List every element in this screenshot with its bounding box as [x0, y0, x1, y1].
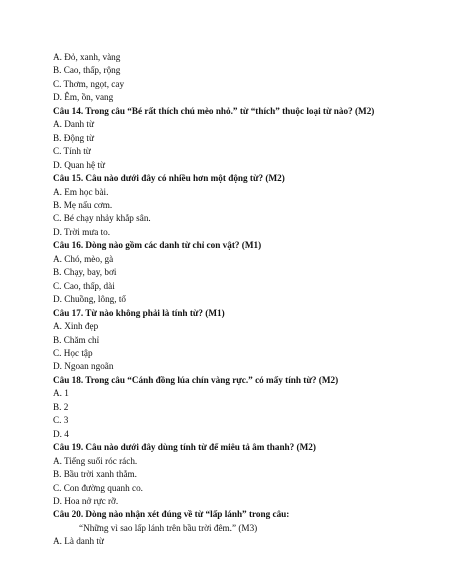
q14-option-b: B. Động từ: [53, 132, 94, 143]
q18-option-c: C. 3: [53, 415, 69, 426]
q17-option-a: A. Xinh đẹp: [53, 321, 99, 332]
q15-option-c: C. Bé chạy nhảy khắp sân.: [53, 213, 151, 224]
q19-option-c: C. Con đường quanh co.: [53, 482, 143, 493]
q19-option-d: D. Hoa nở rực rỡ.: [53, 495, 119, 506]
q18-option-a: A. 1: [53, 388, 69, 399]
q16-option-a: A. Chó, mèo, gà: [53, 253, 114, 264]
q17-option-c: C. Học tập: [53, 347, 93, 358]
question-19-title: Câu 19. Câu nào dưới đây dùng tính từ để miêu tả âm thanh? (M2): [53, 442, 316, 453]
q18-option-b: B. 2: [53, 401, 69, 412]
q14-option-c: C. Tính từ: [53, 146, 91, 157]
question-20-quote: “Những vì sao lấp lánh trên bầu trời đêm.” (M3): [79, 522, 258, 533]
q15-option-d: D. Trời mưa to.: [53, 226, 111, 237]
question-20-title: Câu 20. Dòng nào nhận xét đúng về từ “lấp lánh” trong câu:: [53, 509, 290, 520]
q17-option-d: D. Ngoan ngoãn: [53, 361, 114, 372]
q14-option-d: D. Quan hệ từ: [53, 159, 105, 170]
question-14-title: Câu 14. Trong câu “Bé rất thích chú mèo nhỏ.” từ “thích” thuộc loại từ nào? (M2): [53, 105, 375, 116]
option-d: D. Êm, ồn, vang: [53, 92, 114, 103]
q14-option-a: A. Danh từ: [53, 119, 94, 130]
question-list: [53, 51, 443, 549]
question-17-title: Câu 17. Từ nào không phải là tính từ? (M1): [53, 307, 225, 318]
option-b: B. Cao, thấp, rộng: [53, 65, 121, 76]
q19-option-a: A. Tiếng suối róc rách.: [53, 455, 138, 466]
question-15-title: Câu 15. Câu nào dưới đây có nhiều hơn một động từ? (M2): [53, 173, 285, 184]
q15-option-a: A. Em học bài.: [53, 186, 109, 197]
q15-option-b: B. Mẹ nấu cơm.: [53, 199, 113, 210]
q17-option-b: B. Chăm chỉ: [53, 334, 100, 345]
q20-option-a: A. Là danh từ: [53, 536, 104, 547]
q18-option-d: D. 4: [53, 428, 69, 439]
q16-option-c: C. Cao, thấp, dài: [53, 280, 115, 291]
option-a: A. Đỏ, xanh, vàng: [53, 52, 121, 62]
question-16-title: Câu 16. Dòng nào gồm các danh từ chỉ con vật? (M1): [53, 240, 262, 251]
question-18-title: Câu 18. Trong câu “Cánh đồng lúa chín vàng rực.” có mấy tính từ? (M2): [53, 374, 339, 385]
q16-option-d: D. Chuồng, lông, tổ: [53, 294, 126, 305]
option-c: C. Thơm, ngọt, cay: [53, 78, 125, 89]
q16-option-b: B. Chạy, bay, bơi: [53, 267, 117, 278]
q19-option-b: B. Bầu trời xanh thẳm.: [53, 469, 137, 480]
